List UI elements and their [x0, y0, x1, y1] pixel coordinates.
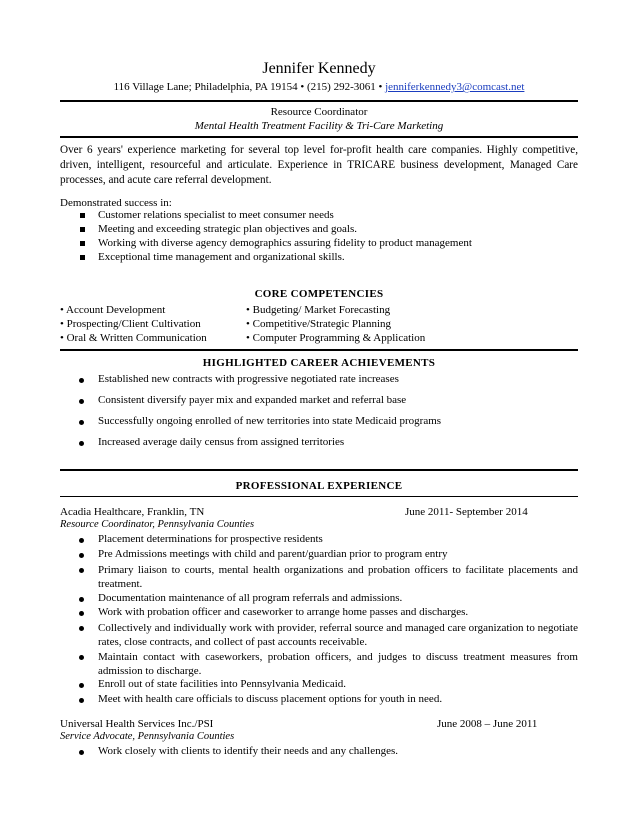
- address-phone: 116 Village Lane; Philadelphia, PA 19154 • (215) 292-3061 •: [113, 81, 383, 93]
- objective-title: Resource Coordinator: [270, 106, 368, 118]
- job-dates: June 2011- September 2014: [405, 506, 528, 518]
- list-item: Documentation maintenance of all program referrals and admissions.: [98, 592, 403, 604]
- bullet-icon: [79, 698, 84, 703]
- list-item: Consistent diversify payer mix and expanded market and referral base: [98, 394, 407, 406]
- competency-item: • Competitive/Strategic Planning: [246, 318, 391, 330]
- bullet-icon: [79, 441, 84, 446]
- summary-paragraph: Over 6 years' experience marketing for several top level for-profit health care companies. Highly competitive, driven, intelligent, resourceful and articulate. Experience in TRICARE business development, Managed Care processes, and acute care referral development.: [60, 144, 578, 186]
- bullet-icon: [79, 538, 84, 543]
- square-bullet-icon: [80, 213, 85, 218]
- objective-subtitle: Mental Health Treatment Facility & Tri-Care Marketing: [194, 120, 444, 132]
- bullet-icon: [79, 378, 84, 383]
- bullet-icon: [79, 568, 84, 573]
- bullet-icon: [79, 750, 84, 755]
- list-item: Placement determinations for prospective residents: [98, 533, 323, 545]
- job-dates: June 2008 – June 2011: [437, 718, 538, 730]
- bullet-icon: [79, 553, 84, 558]
- list-item: Working with diverse agency demographics assuring fidelity to product management: [98, 237, 472, 249]
- list-item: Meeting and exceeding strategic plan objectives and goals.: [98, 223, 358, 235]
- competency-item: • Oral & Written Communication: [60, 332, 207, 344]
- achievements-divider: [60, 469, 578, 471]
- competency-item: • Prospecting/Client Cultivation: [60, 318, 201, 330]
- competency-item: • Account Development: [60, 304, 166, 316]
- list-item: Maintain contact with caseworkers, probation officers, and judges to discuss treatment measures from admission to discharge.: [98, 651, 578, 677]
- bullet-icon: [79, 399, 84, 404]
- bullet-icon: [79, 683, 84, 688]
- experience-heading: PROFESSIONAL EXPERIENCE: [235, 480, 403, 492]
- objective-divider: [60, 136, 578, 138]
- job-role: Resource Coordinator, Pennsylvania Counties: [60, 519, 255, 530]
- bullet-icon: [79, 611, 84, 616]
- job-role: Service Advocate, Pennsylvania Counties: [60, 731, 235, 742]
- email-link[interactable]: jenniferkennedy3@comcast.net: [385, 81, 525, 93]
- experience-divider: [60, 496, 578, 497]
- list-item: Work closely with clients to identify their needs and any challenges.: [98, 745, 399, 757]
- list-item: Increased average daily census from assigned territories: [98, 436, 345, 448]
- square-bullet-icon: [80, 227, 85, 232]
- list-item: Meet with health care officials to discuss placement options for youth in need.: [98, 693, 443, 705]
- bullet-icon: [79, 655, 84, 660]
- list-item: Exceptional time management and organizational skills.: [98, 251, 345, 263]
- bullet-icon: [79, 626, 84, 631]
- achievements-heading: HIGHLIGHTED CAREER ACHIEVEMENTS: [202, 357, 436, 369]
- list-item: Primary liaison to courts, mental health organizations and probation officers to facilitate placements and treatment.: [98, 564, 578, 590]
- list-item: Collectively and individually work with provider, referral source and managed care organization to negotiate rates, close contracts, and collect of past accounts receivable.: [98, 622, 578, 648]
- list-item: Work with probation officer and caseworker to arrange home passes and discharges.: [98, 606, 469, 618]
- list-item: Customer relations specialist to meet consumer needs: [98, 209, 334, 221]
- header-divider: [60, 100, 578, 102]
- name-heading: Jennifer Kennedy: [262, 60, 376, 77]
- bullet-icon: [79, 597, 84, 602]
- competencies-divider: [60, 349, 578, 351]
- list-item: Established new contracts with progressive negotiated rate increases: [98, 373, 399, 385]
- square-bullet-icon: [80, 241, 85, 246]
- job-company: Universal Health Services Inc./PSI: [60, 718, 214, 730]
- competency-item: • Computer Programming & Application: [246, 332, 426, 344]
- list-item: Pre Admissions meetings with child and parent/guardian prior to program entry: [98, 548, 448, 560]
- job-company: Acadia Healthcare, Franklin, TN: [60, 506, 205, 518]
- bullet-icon: [79, 420, 84, 425]
- demonstrated-label: Demonstrated success in:: [60, 197, 172, 209]
- competencies-heading: CORE COMPETENCIES: [254, 288, 384, 300]
- contact-line: [60, 81, 578, 93]
- list-item: Successfully ongoing enrolled of new territories into state Medicaid programs: [98, 415, 442, 427]
- competency-item: • Budgeting/ Market Forecasting: [246, 304, 391, 316]
- list-item: Enroll out of state facilities into Pennsylvania Medicaid.: [98, 678, 347, 690]
- square-bullet-icon: [80, 255, 85, 260]
